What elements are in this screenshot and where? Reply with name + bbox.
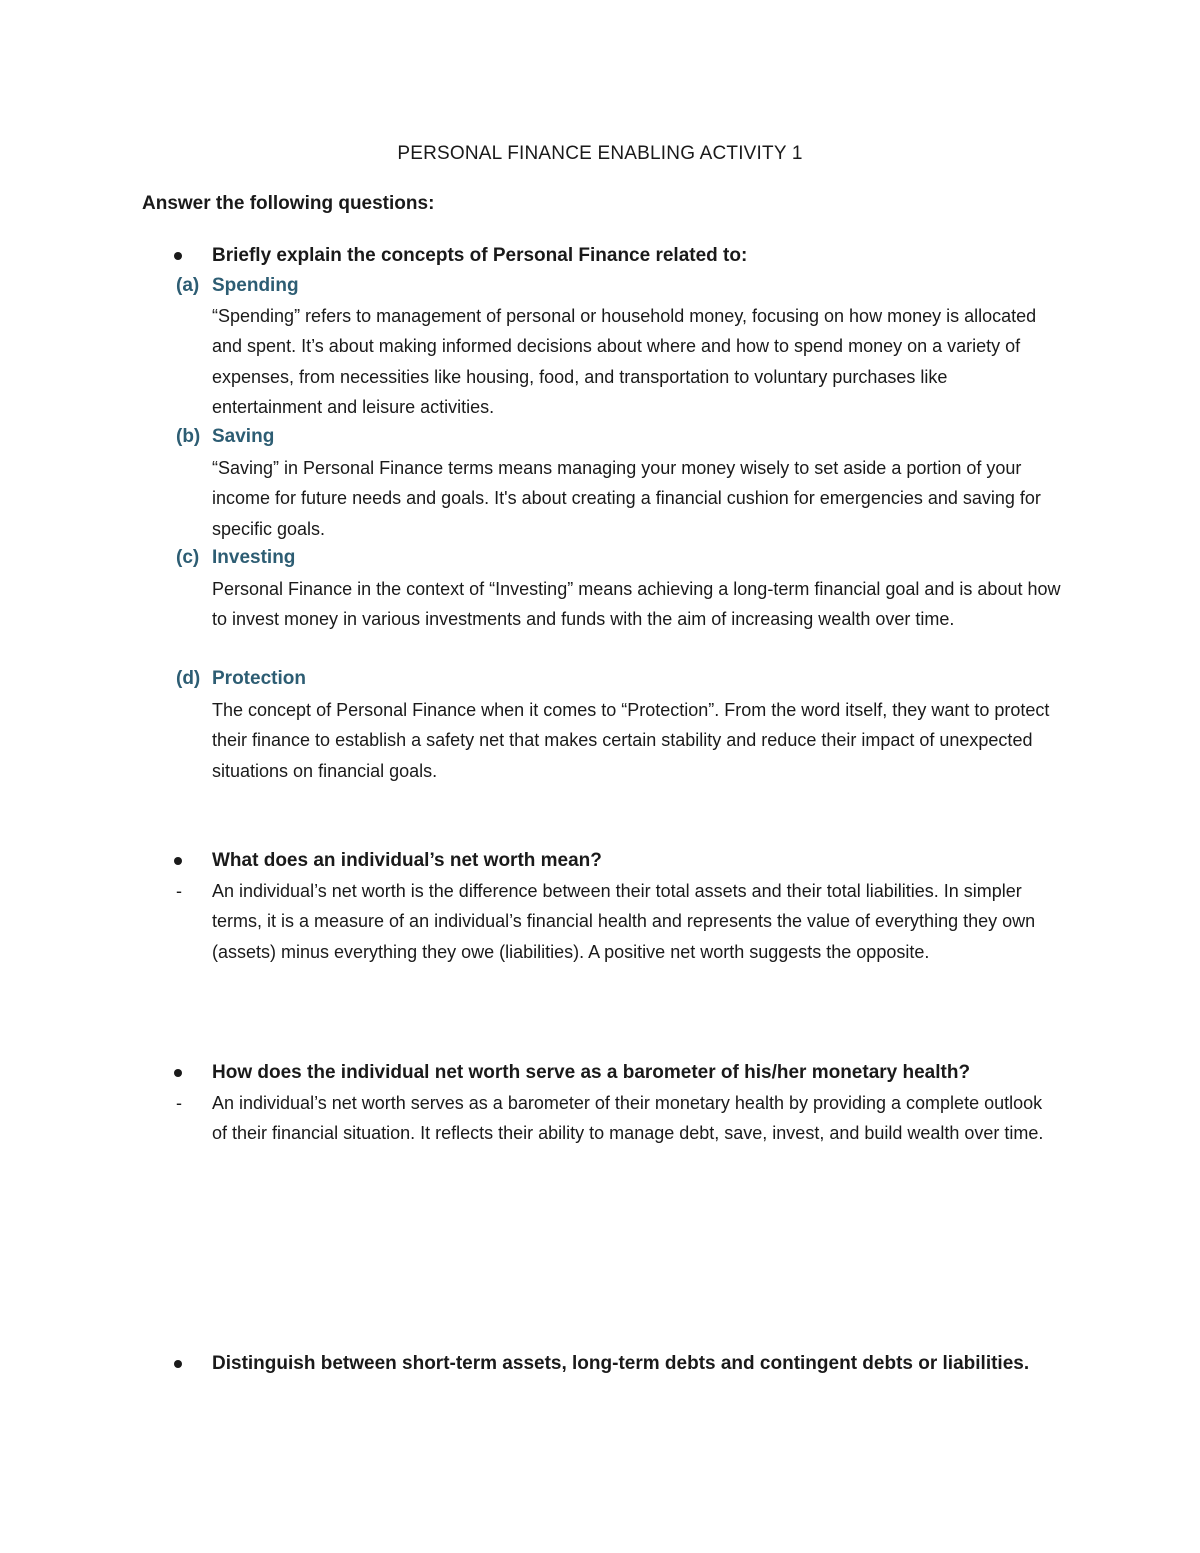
answer-2-text: An individual’s net worth is the difference between their total assets and their total liabilities. In simpler terms, it is a measure of an individual’s financial health and represents the value of everything they own (assets) minus everything they owe (liabilities). A positive net worth suggests the opposite.	[212, 881, 1036, 962]
subitem-a-heading	[176, 271, 299, 301]
subitem-a-text: “Spending” refers to management of personal or household money, focusing on how money is allocated and spent. It’s about making informed decisions about where and how to spend money on a variety of expenses, from necessities like housing, food, and transportation to voluntary purchases like entertainment and leisure activities.	[212, 306, 1037, 417]
document-title: PERSONAL FINANCE ENABLING ACTIVITY 1	[397, 143, 803, 164]
question-2-text: What does an individual’s net worth mean?	[212, 850, 602, 871]
subitem-c-label: Investing	[212, 547, 296, 568]
subitem-c-marker: (c)	[176, 547, 200, 568]
subitem-b-label: Saving	[212, 426, 275, 447]
subitem-b-marker: (b)	[176, 426, 201, 447]
answer-3-text: An individual’s net worth serves as a barometer of their monetary health by providing a complete outlook of their financial situation. It reflects their ability to manage debt, save, invest, and build wealth over time.	[212, 1093, 1044, 1144]
subitem-b-heading	[176, 422, 274, 452]
subitem-b-text: “Saving” in Personal Finance terms means managing your money wisely to set aside a portion of your income for future needs and goals. It's about creating a financial cushion for emergencies and saving for specific goals.	[212, 458, 1041, 539]
question-1-text: Briefly explain the concepts of Personal Finance related to:	[212, 245, 748, 266]
subitem-d-marker: (d)	[176, 668, 201, 689]
bullet-icon	[174, 252, 182, 260]
answer-3-dash: -	[176, 1093, 182, 1113]
instruction-heading: Answer the following questions:	[142, 193, 435, 214]
subitem-d-label: Protection	[212, 668, 306, 689]
question-3-text: How does the individual net worth serve as a barometer of his/her monetary health?	[212, 1062, 971, 1083]
bullet-icon	[174, 1069, 182, 1077]
bullet-icon	[174, 1360, 182, 1368]
subitem-c-heading	[176, 543, 295, 573]
subitem-a-label: Spending	[212, 275, 299, 296]
subitem-c-text: Personal Finance in the context of “Investing” means achieving a long-term financial goal and is about how to invest money in various investments and funds with the aim of increasing wealth over time.	[212, 579, 1061, 630]
question-4-text: Distinguish between short-term assets, long-term debts and contingent debts or liabilities.	[212, 1353, 1030, 1374]
answer-2-dash: -	[176, 881, 182, 901]
subitem-d-heading	[176, 664, 306, 694]
subitem-d-text: The concept of Personal Finance when it comes to “Protection”. From the word itself, they want to protect their finance to establish a safety net that makes certain stability and reduce their impact of unexpected situations on financial goals.	[212, 700, 1050, 781]
bullet-icon	[174, 857, 182, 865]
subitem-a-marker: (a)	[176, 275, 200, 296]
